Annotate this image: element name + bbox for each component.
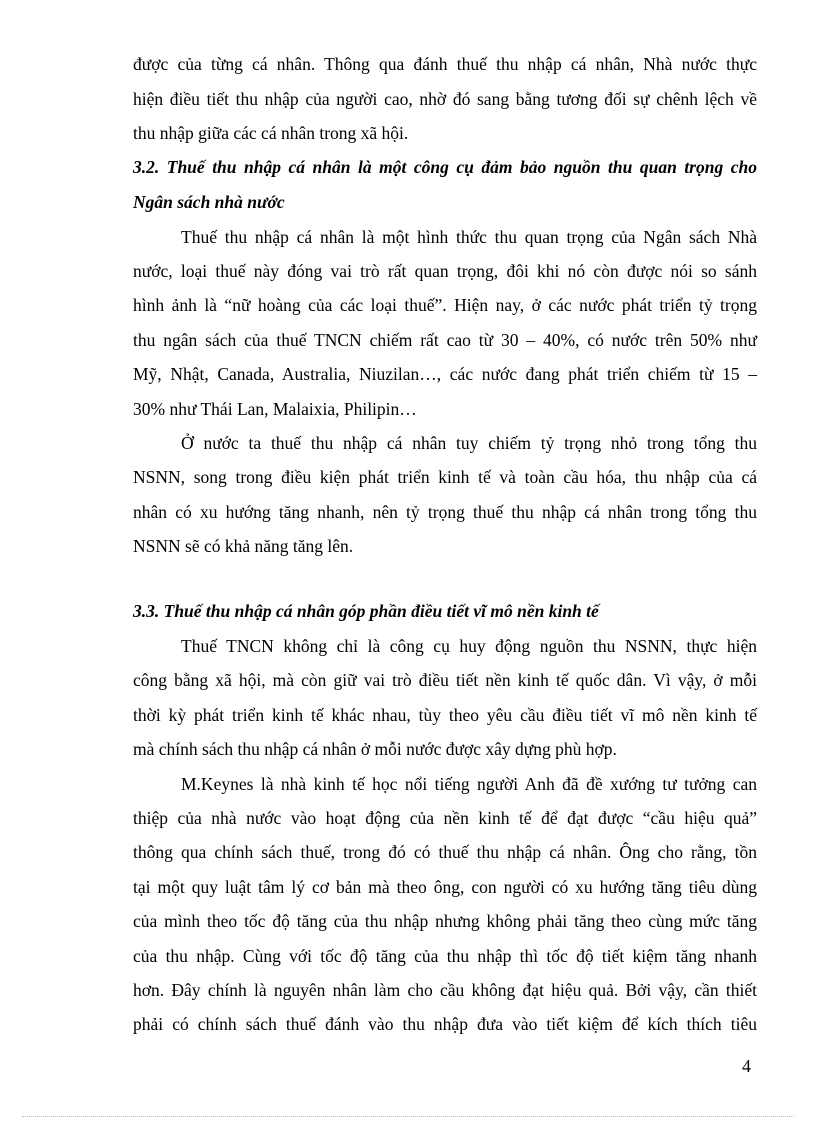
- body-text-line: NSNN sẽ có khả năng tăng lên.: [133, 536, 354, 556]
- body-text-line: Thuế TNCN không chỉ là công cụ huy động nguồn thu NSNN, thực hiện: [181, 636, 757, 656]
- section-heading-3-3: 3.3. Thuế thu nhập cá nhân góp phần điều tiết vĩ mô nền kinh tế: [133, 601, 599, 621]
- body-text-line: thiệp của nhà nước vào hoạt động của nền kinh tế để đạt được “cầu hiệu quả”: [133, 808, 757, 828]
- body-text-line: tại một quy luật tâm lý cơ bản mà theo ông, con người có xu hướng tăng tiêu dùng: [133, 877, 757, 897]
- body-text-line: NSNN, song trong điều kiện phát triển kinh tế và toàn cầu hóa, thu nhập của cá: [133, 467, 757, 487]
- body-text-line: thông qua chính sách thuế, trong đó có thuế thu nhập cá nhân. Ông cho rằng, tồn: [133, 842, 757, 862]
- body-text-line: phải có chính sách thuế đánh vào thu nhập đưa vào tiết kiệm để kích thích tiêu: [133, 1014, 757, 1034]
- page-number: 4: [742, 1056, 751, 1076]
- body-text-line: của mình theo tốc độ tăng của thu nhập nhưng không phải tăng theo cùng mức tăng: [133, 911, 757, 931]
- body-text-line: thời kỳ phát triển kinh tế khác nhau, tùy theo yêu cầu điều tiết vĩ mô nền kinh tế: [133, 705, 757, 725]
- body-text-line: Mỹ, Nhật, Canada, Australia, Niuzilan…, các nước đang phát triển chiếm từ 15 –: [133, 364, 757, 384]
- body-text-line: thu ngân sách của thuế TNCN chiếm rất cao từ 30 – 40%, có nước trên 50% như: [133, 330, 757, 350]
- body-text-line: hiện điều tiết thu nhập của người cao, nhờ đó sang bằng tương đối sự chênh lệch về: [133, 89, 757, 109]
- body-text-line: nước, loại thuế này đóng vai trò rất quan trọng, đôi khi nó còn được nói so sánh: [133, 261, 757, 281]
- body-text-line: Thuế thu nhập cá nhân là một hình thức thu quan trọng của Ngân sách Nhà: [181, 227, 757, 247]
- body-text-line: mà chính sách thu nhập cá nhân ở mỗi nước được xây dựng phù hợp.: [133, 739, 617, 759]
- body-text-line: công bằng xã hội, mà còn giữ vai trò điều tiết nền kinh tế quốc dân. Vì vậy, ở mỗi: [133, 670, 757, 690]
- footer-divider: [22, 1116, 794, 1117]
- body-text-line: 30% như Thái Lan, Malaixia, Philipin…: [133, 399, 417, 419]
- body-text-line: Ở nước ta thuế thu nhập cá nhân tuy chiếm tỷ trọng nhỏ trong tổng thu: [181, 433, 757, 453]
- section-heading-3-2: 3.2. Thuế thu nhập cá nhân là một công cụ đảm bảo nguồn thu quan trọng cho: [133, 157, 757, 177]
- body-text-line: nhân có xu hướng tăng nhanh, nên tỷ trọng thuế thu nhập cá nhân trong tổng thu: [133, 502, 757, 522]
- body-text-line: thu nhập giữa các cá nhân trong xã hội.: [133, 123, 409, 143]
- body-text-line: hình ảnh là “nữ hoàng của các loại thuế”. Hiện nay, ở các nước phát triển tỷ trọng: [133, 295, 757, 315]
- body-text-line: hơn. Đây chính là nguyên nhân làm cho cầu không đạt hiệu quả. Bởi vậy, cần thiết: [133, 980, 757, 1000]
- body-text-line: được của từng cá nhân. Thông qua đánh thuế thu nhập cá nhân, Nhà nước thực: [133, 54, 757, 74]
- section-heading-3-2: Ngân sách nhà nước: [133, 192, 285, 212]
- body-text-line: M.Keynes là nhà kinh tế học nổi tiếng người Anh đã đề xướng tư tưởng can: [181, 774, 757, 794]
- body-text-line: của thu nhập. Cùng với tốc độ tăng của thu nhập thì tốc độ tiết kiệm tăng nhanh: [133, 946, 757, 966]
